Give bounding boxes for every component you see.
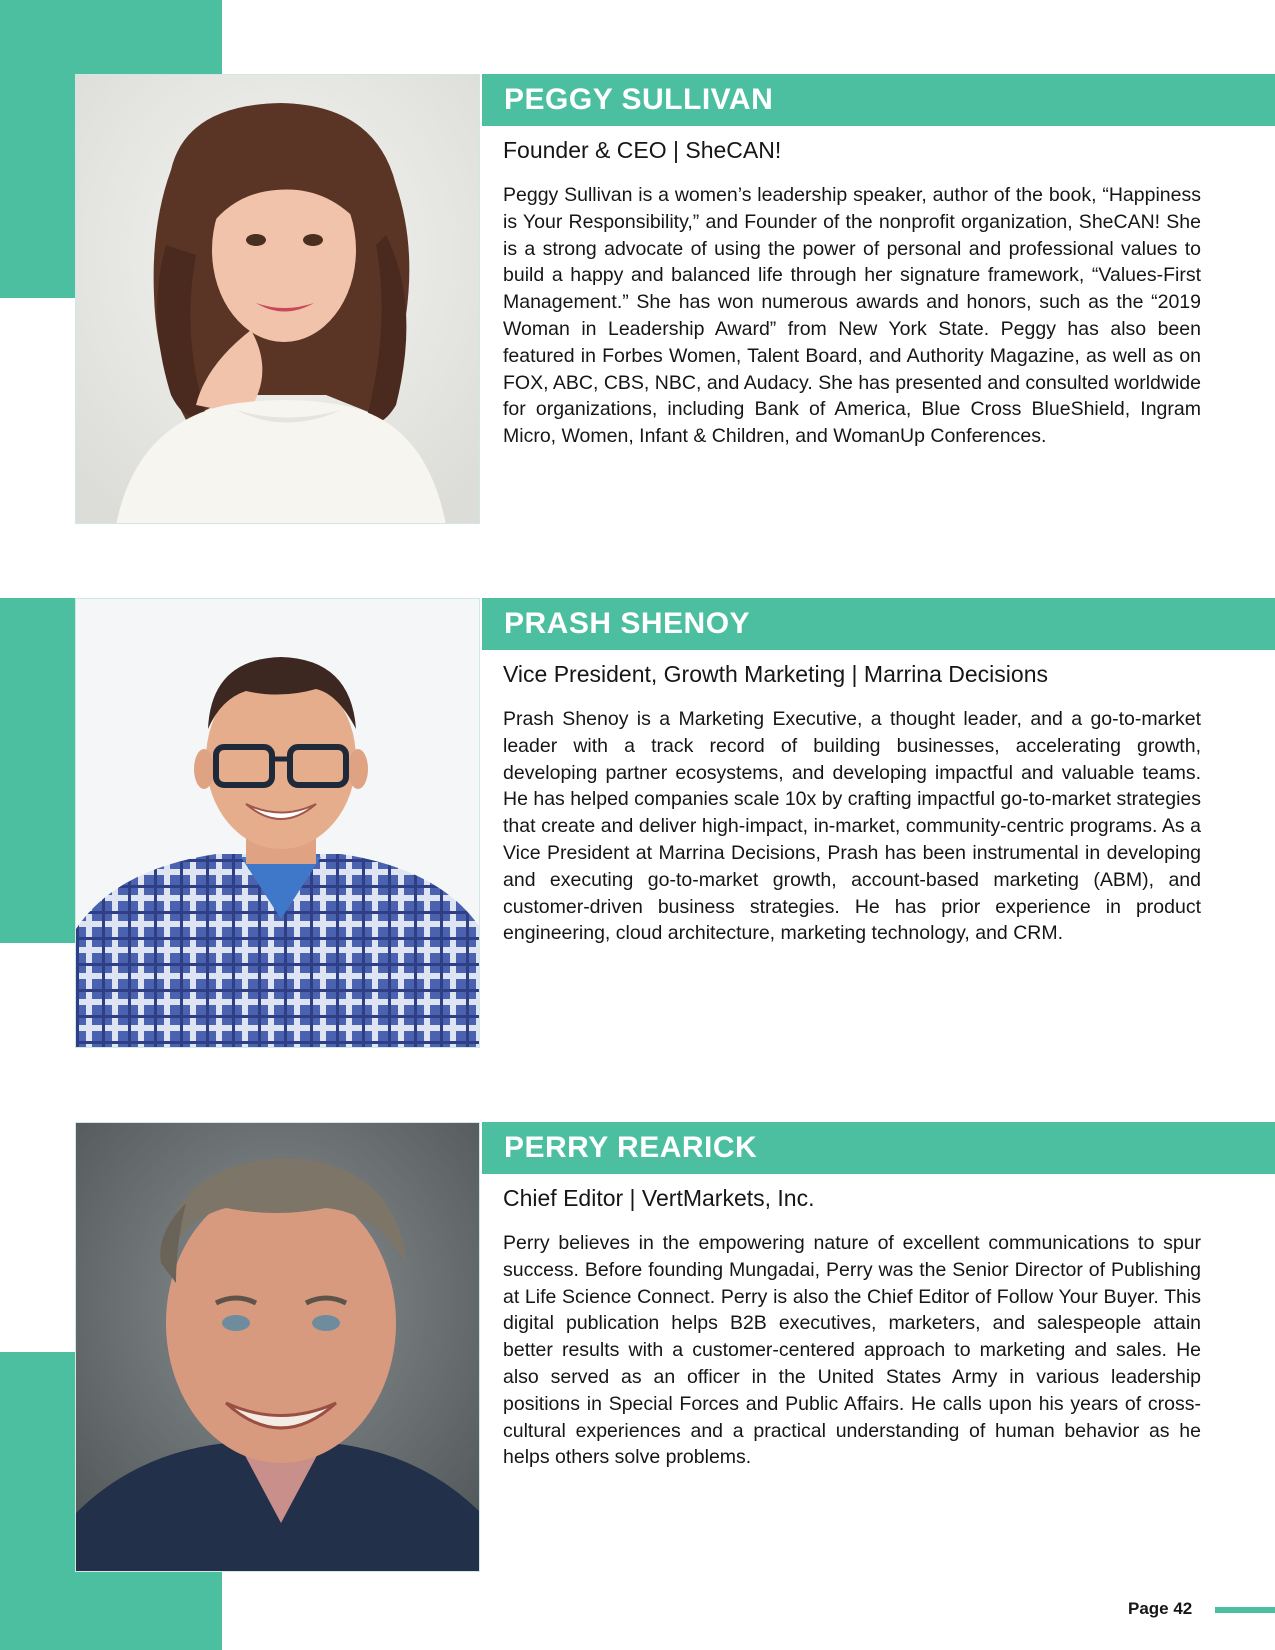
- portrait-woman-curly-hair: [76, 75, 480, 524]
- profile-bio: Prash Shenoy is a Marketing Executive, a thought leader, and a go-to-market leader with a track record of building businesses, accelerating growth, developing partner ecosystems, and developing impactful and valuable teams. He has helped companies scale 10x by crafting impactful go-to-market strategies that create and deliver high-impact, in-market, community-centric programs. As a Vice President at Marrina Decisions, Prash has been instrumental in developing and executing go-to-market growth, account-based marketing (ABM), and customer-driven business strategies. He has prior experience in product engineering, cloud architecture, marketing technology, and CRM.: [503, 708, 1202, 945]
- profile-photo: [75, 74, 480, 524]
- profile-name: PERRY REARICK: [482, 1122, 1275, 1174]
- profile-bio: Perry believes in the empowering nature of excellent communications to spur success. Before founding Mungadai, Perry was the Senior Director of Publishing at Life Science Connect. Perry is also the Chief Editor of Follow Your Buyer. This digital publication helps B2B executives, marketers, and salespeople attain better results with a customer-centered approach to marketing and sales. He also served as an officer in the United States Army in various leadership positions in Special Forces and Public Affairs. He calls upon his years of cross-cultural experiences and a practical understanding of human behavior as he helps others solve problems.: [503, 1232, 1201, 1469]
- profile-photo: [75, 1122, 480, 1572]
- profile-role: Founder & CEO | SheCAN!: [503, 137, 782, 163]
- profile-name: PRASH SHENOY: [482, 598, 1275, 650]
- page-number: Page 42: [1128, 1599, 1193, 1618]
- page-number-rule: [1215, 1607, 1275, 1613]
- profile-role: Chief Editor | VertMarkets, Inc.: [503, 1185, 815, 1211]
- profile-photo: [75, 598, 480, 1048]
- profile-role: Vice President, Growth Marketing | Marrina Decisions: [503, 661, 1048, 687]
- portrait-man-gray-hair: [76, 1123, 480, 1572]
- profile-name: PEGGY SULLIVAN: [482, 74, 1275, 126]
- profile-bio: Peggy Sullivan is a women’s leadership speaker, author of the book, “Happiness is Your Responsibility,” and Founder of the nonprofit organization, SheCAN! She is a strong advocate of using the power of personal and professional values to build a happy and balanced life through her signature framework, “Values-First Management.” She has won numerous awards and honors, such as the “2019 Woman in Leadership Award” from New York State. Peggy has also been featured in Forbes Women, Talent Board, and Authority Magazine, as well as on FOX, ABC, CBS, NBC, and Audacy. She has presented and consulted worldwide for organizations, including Bank of America, Blue Cross BlueShield, Ingram Micro, Women, Infant & Children, and WomanUp Conferences.: [503, 184, 1201, 448]
- portrait-man-glasses-plaid-shirt: [76, 599, 480, 1048]
